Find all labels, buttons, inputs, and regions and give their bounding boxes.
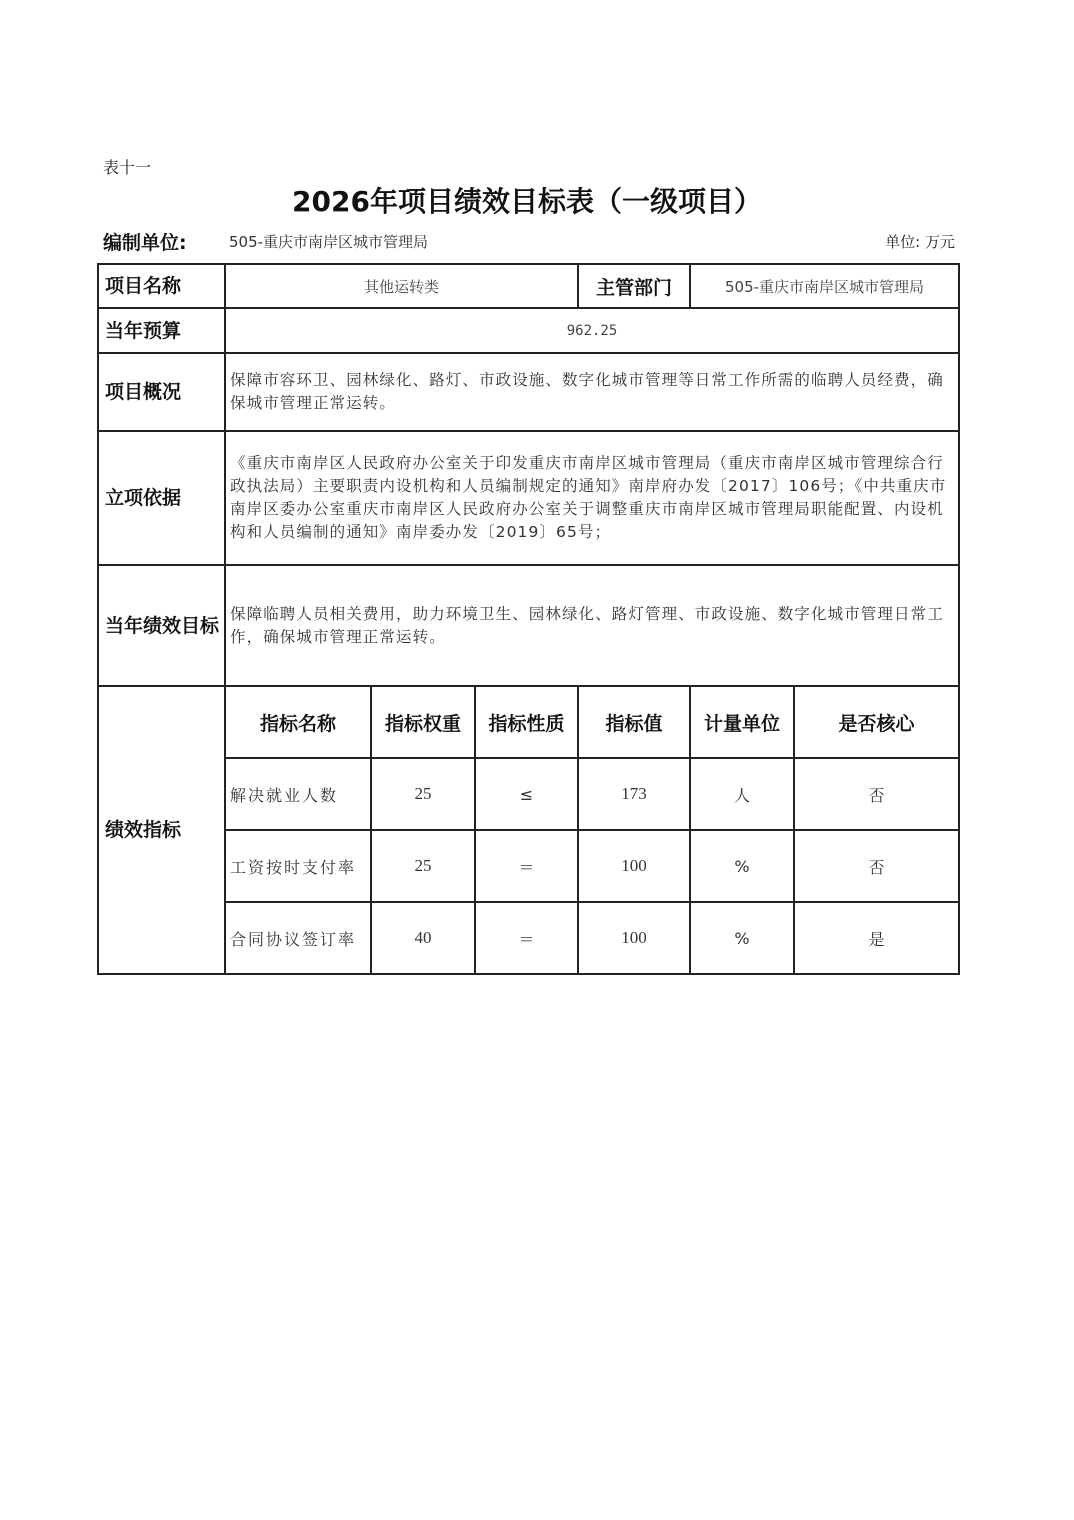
row-overview <box>98 353 959 431</box>
overview-value: 保障市容环卫、园林绿化、路灯、市政设施、数字化城市管理等日常工作所需的临聘人员经费，确保城市管理正常运转。 <box>225 353 959 431</box>
performance-table <box>97 263 960 975</box>
indicator-header-row <box>98 686 959 758</box>
indicator-weight: 25 <box>371 830 475 902</box>
budget-value: 962.25 <box>225 308 959 353</box>
goal-value: 保障临聘人员相关费用，助力环境卫生、园林绿化、路灯管理、市政设施、数字化城市管理日常工作，确保城市管理正常运转。 <box>225 565 959 686</box>
row-project-name <box>98 264 959 308</box>
basis-label: 立项依据 <box>98 431 225 565</box>
indicator-value: 173 <box>578 758 690 830</box>
indicator-name: 工资按时支付率 <box>225 830 371 902</box>
row-budget <box>98 308 959 353</box>
row-basis <box>98 431 959 565</box>
table-row <box>98 758 959 830</box>
dept-value: 505-重庆市南岸区城市管理局 <box>690 264 959 308</box>
indicator-unit: % <box>690 830 794 902</box>
overview-label: 项目概况 <box>98 353 225 431</box>
header-indicator-name: 指标名称 <box>225 686 371 758</box>
indicator-name: 合同协议签订率 <box>225 902 371 974</box>
indicators-section-label: 绩效指标 <box>98 686 225 974</box>
compiler-label: 编制单位: <box>103 232 187 254</box>
compiler-value: 505-重庆市南岸区城市管理局 <box>229 233 429 251</box>
table-number: 表十一 <box>103 158 152 177</box>
unit-label: 单位: 万元 <box>885 233 955 251</box>
indicator-value: 100 <box>578 902 690 974</box>
indicator-name: 解决就业人数 <box>225 758 371 830</box>
project-name-label: 项目名称 <box>98 264 225 308</box>
indicator-weight: 40 <box>371 902 475 974</box>
dept-label: 主管部门 <box>578 264 690 308</box>
goal-label: 当年绩效目标 <box>98 565 225 686</box>
indicator-nature: ＝ <box>475 830 578 902</box>
indicator-core: 否 <box>794 758 959 830</box>
indicator-nature: ≤ <box>475 758 578 830</box>
header-indicator-nature: 指标性质 <box>475 686 578 758</box>
indicator-weight: 25 <box>371 758 475 830</box>
header-indicator-value: 指标值 <box>578 686 690 758</box>
budget-label: 当年预算 <box>98 308 225 353</box>
header-measure-unit: 计量单位 <box>690 686 794 758</box>
indicator-unit: 人 <box>690 758 794 830</box>
indicator-value: 100 <box>578 830 690 902</box>
indicator-core: 是 <box>794 902 959 974</box>
document-title: 2026年项目绩效目标表（一级项目） <box>292 185 762 218</box>
basis-value: 《重庆市南岸区人民政府办公室关于印发重庆市南岸区城市管理局（重庆市南岸区城市管理综合行政执法局）主要职责内设机构和人员编制规定的通知》南岸府办发〔2017〕106号；《中共重庆市南岸区委办公室重庆市南岸区人民政府办公室关于调整重庆市南岸区城市管理局职能配置、内设机构和人员编制的通知》南岸委办发〔2019〕65号； <box>225 431 959 565</box>
header-indicator-weight: 指标权重 <box>371 686 475 758</box>
table-row <box>98 902 959 974</box>
indicator-nature: ＝ <box>475 902 578 974</box>
indicator-unit: % <box>690 902 794 974</box>
indicator-core: 否 <box>794 830 959 902</box>
row-goal <box>98 565 959 686</box>
table-row <box>98 830 959 902</box>
meta-row <box>103 228 955 254</box>
header-is-core: 是否核心 <box>794 686 959 758</box>
project-name-value: 其他运转类 <box>225 264 578 308</box>
